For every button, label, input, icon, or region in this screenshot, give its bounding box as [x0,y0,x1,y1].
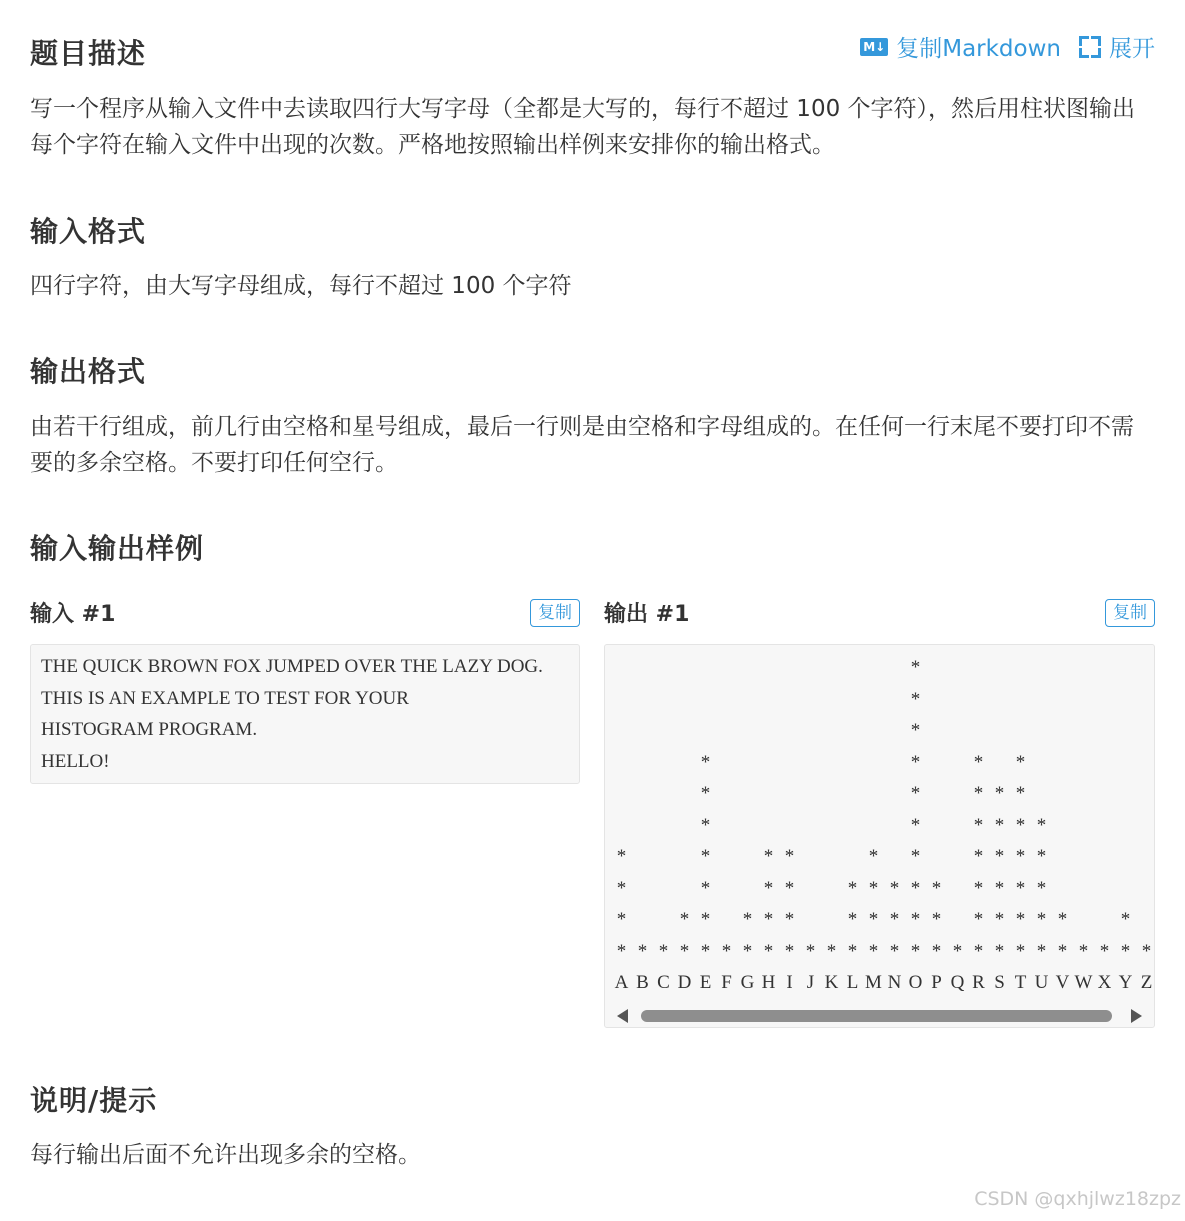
histogram-letter: D [677,972,692,993]
expand-label: 展开 [1109,36,1155,62]
copy-output-button[interactable]: 复制 [1105,599,1155,627]
histogram-star: * [931,940,942,962]
histogram-star: * [994,783,1005,804]
histogram-star: * [679,909,690,930]
histogram-letter: E [699,972,712,993]
histogram-row [605,684,1155,716]
histogram-letter: J [806,972,815,993]
histogram-star: * [616,877,627,899]
histogram-star: * [910,846,921,867]
sample-output-histogram [605,652,1155,999]
expand-icon [1079,36,1101,58]
sample-output-header [604,597,1155,628]
sample-input-header [30,597,580,628]
histogram-letter: I [786,972,793,993]
sample-output-title: 输出 #1 [604,602,690,627]
histogram-letter: W [1074,972,1093,993]
histogram-star: * [973,846,984,867]
histogram-star: * [973,877,984,899]
histogram-star: * [784,846,795,867]
histogram-star: * [973,751,984,773]
section-title-description: 题目描述 [30,37,147,70]
histogram-star: * [910,814,921,836]
histogram-star: * [973,940,984,962]
histogram-star: * [994,940,1005,962]
histogram-row [605,778,1155,810]
histogram-star: * [784,909,795,930]
histogram-star: * [994,909,1005,930]
histogram-star: * [1078,940,1089,962]
histogram-star: * [952,940,963,962]
histogram-star: * [1120,940,1131,962]
histogram-letter: H [761,972,776,993]
histogram-star: * [868,909,879,930]
histogram-star: * [1036,846,1047,867]
histogram-star: * [931,877,942,899]
histogram-star: * [637,940,648,962]
histogram-star: * [700,846,711,867]
csdn-watermark: CSDN @qxhjlwz18zpz [974,1188,1181,1210]
histogram-row [605,841,1155,873]
histogram-letter: P [931,972,942,993]
histogram-star: * [742,909,753,930]
histogram-letter: R [972,972,985,993]
markdown-icon: M↓ [860,38,888,56]
histogram-star: * [763,909,774,930]
histogram-letter: S [994,972,1005,993]
histogram-star: * [868,877,879,899]
histogram-star: * [847,877,858,899]
histogram-star: * [721,940,732,962]
histogram-row [605,652,1155,684]
histogram-star: * [700,751,711,773]
histogram-star: * [1141,940,1152,962]
histogram-star: * [763,940,774,962]
histogram-star: * [889,940,900,962]
histogram-star: * [1015,940,1026,962]
histogram-letter: X [1097,972,1112,993]
histogram-star: * [1015,814,1026,836]
histogram-star: * [910,783,921,804]
sample-input-box[interactable] [30,644,580,784]
histogram-star: * [910,751,921,773]
histogram-star: * [910,657,921,678]
input-format-text: 四行字符，由大写字母组成，每行不超过 100 个字符 [30,273,572,299]
histogram-letter: K [824,972,839,993]
section-title-output-format: 输出格式 [30,355,147,388]
histogram-star: * [700,909,711,930]
histogram-letter: T [1014,972,1027,993]
histogram-star: * [826,940,837,962]
histogram-letter: B [636,972,649,993]
histogram-star: * [1057,940,1068,962]
histogram-letter: A [614,972,629,993]
histogram-row [605,936,1155,968]
histogram-star: * [784,877,795,899]
histogram-star: * [1015,751,1026,773]
histogram-star: * [700,783,711,804]
histogram-star: * [1015,877,1026,899]
copy-markdown-button[interactable] [860,30,1061,63]
histogram-star: * [889,909,900,930]
histogram-star: * [1036,877,1047,899]
histogram-star: * [742,940,753,962]
histogram-star: * [931,909,942,930]
histogram-row [605,747,1155,779]
sample-input-line: HELLO! [41,750,110,772]
histogram-star: * [910,877,921,899]
histogram-star: * [700,877,711,899]
sample-input-line: THE QUICK BROWN FOX JUMPED OVER THE LAZY DOG. [41,656,543,677]
copy-markdown-label: 复制Markdown [896,36,1061,62]
histogram-star: * [658,940,669,962]
histogram-star: * [910,909,921,930]
histogram-letter: Q [950,972,965,993]
histogram-star: * [994,846,1005,867]
histogram-star: * [616,909,627,930]
histogram-star: * [679,940,690,962]
histogram-letter: Y [1118,972,1133,993]
histogram-star: * [973,783,984,804]
histogram-star: * [847,909,858,930]
histogram-star: * [973,814,984,836]
expand-button[interactable] [1079,30,1155,63]
histogram-letter: C [657,972,670,993]
histogram-star: * [910,940,921,962]
scroll-left-arrow-icon[interactable] [617,1009,628,1023]
histogram-star: * [700,940,711,962]
histogram-star: * [1015,783,1026,804]
horizontal-scrollbar[interactable] [605,1003,1154,1027]
histogram-star: * [1036,940,1047,962]
histogram-letter: L [846,972,859,993]
histogram-star: * [1099,940,1110,962]
histogram-star: * [1120,909,1131,930]
histogram-star: * [1036,909,1047,930]
sample-input-lines [41,651,569,777]
histogram-star: * [805,940,816,962]
histogram-row [605,810,1155,842]
histogram-letter: G [740,972,755,993]
sample-output-box[interactable] [604,644,1155,1028]
copy-input-button[interactable]: 复制 [530,599,580,627]
histogram-star: * [910,720,921,741]
histogram-star: * [616,846,627,867]
histogram-letter: O [908,972,923,993]
histogram-star: * [1015,846,1026,867]
histogram-star: * [1057,909,1068,930]
histogram-row [605,904,1155,936]
histogram-row [605,715,1155,747]
histogram-star: * [1036,814,1047,836]
histogram-star: * [868,940,879,962]
histogram-row [605,873,1155,905]
section-title-input-format: 输入格式 [30,215,147,248]
scrollbar-thumb[interactable] [641,1010,1112,1022]
histogram-star: * [868,846,879,867]
description-text: 写一个程序从输入文件中去读取四行大写字母（全都是大写的，每行不超过 100 个字符），然后用柱状图输出每个字符在输入文件中出现的次数。严格地按照输出样例来安排你的输出格式。 [30,96,1136,158]
histogram-star: * [763,846,774,867]
histogram-letter: M [865,972,882,993]
histogram-letter: F [721,972,732,993]
histogram-letter: V [1055,972,1070,993]
histogram-star: * [700,814,711,836]
hint-text: 每行输出后面不允许出现多余的空格。 [30,1142,421,1168]
header-actions [860,30,1155,63]
section-title-samples: 输入输出样例 [30,532,205,565]
histogram-star: * [889,877,900,899]
scroll-right-arrow-icon[interactable] [1131,1009,1142,1023]
histogram-letter-row [605,967,1155,999]
sample-input-line: THIS IS AN EXAMPLE TO TEST FOR YOUR [41,687,409,709]
sample-input-line: HISTOGRAM PROGRAM. [41,719,258,740]
histogram-star: * [847,940,858,962]
histogram-letter: N [887,972,902,993]
section-title-hint: 说明/提示 [30,1084,158,1117]
sample-input-title: 输入 #1 [30,602,116,627]
histogram-star: * [763,877,774,899]
histogram-star: * [910,688,921,710]
histogram-letter: Z [1140,972,1153,993]
histogram-star: * [994,877,1005,899]
histogram-star: * [973,909,984,930]
histogram-star: * [1015,909,1026,930]
histogram-star: * [994,814,1005,836]
histogram-star: * [784,940,795,962]
histogram-letter: U [1034,972,1049,993]
histogram-star: * [616,940,627,962]
output-format-text: 由若干行组成，前几行由空格和星号组成，最后一行则是由空格和字母组成的。在任何一行末尾不要打印不需要的多余空格。不要打印任何空行。 [30,414,1134,476]
